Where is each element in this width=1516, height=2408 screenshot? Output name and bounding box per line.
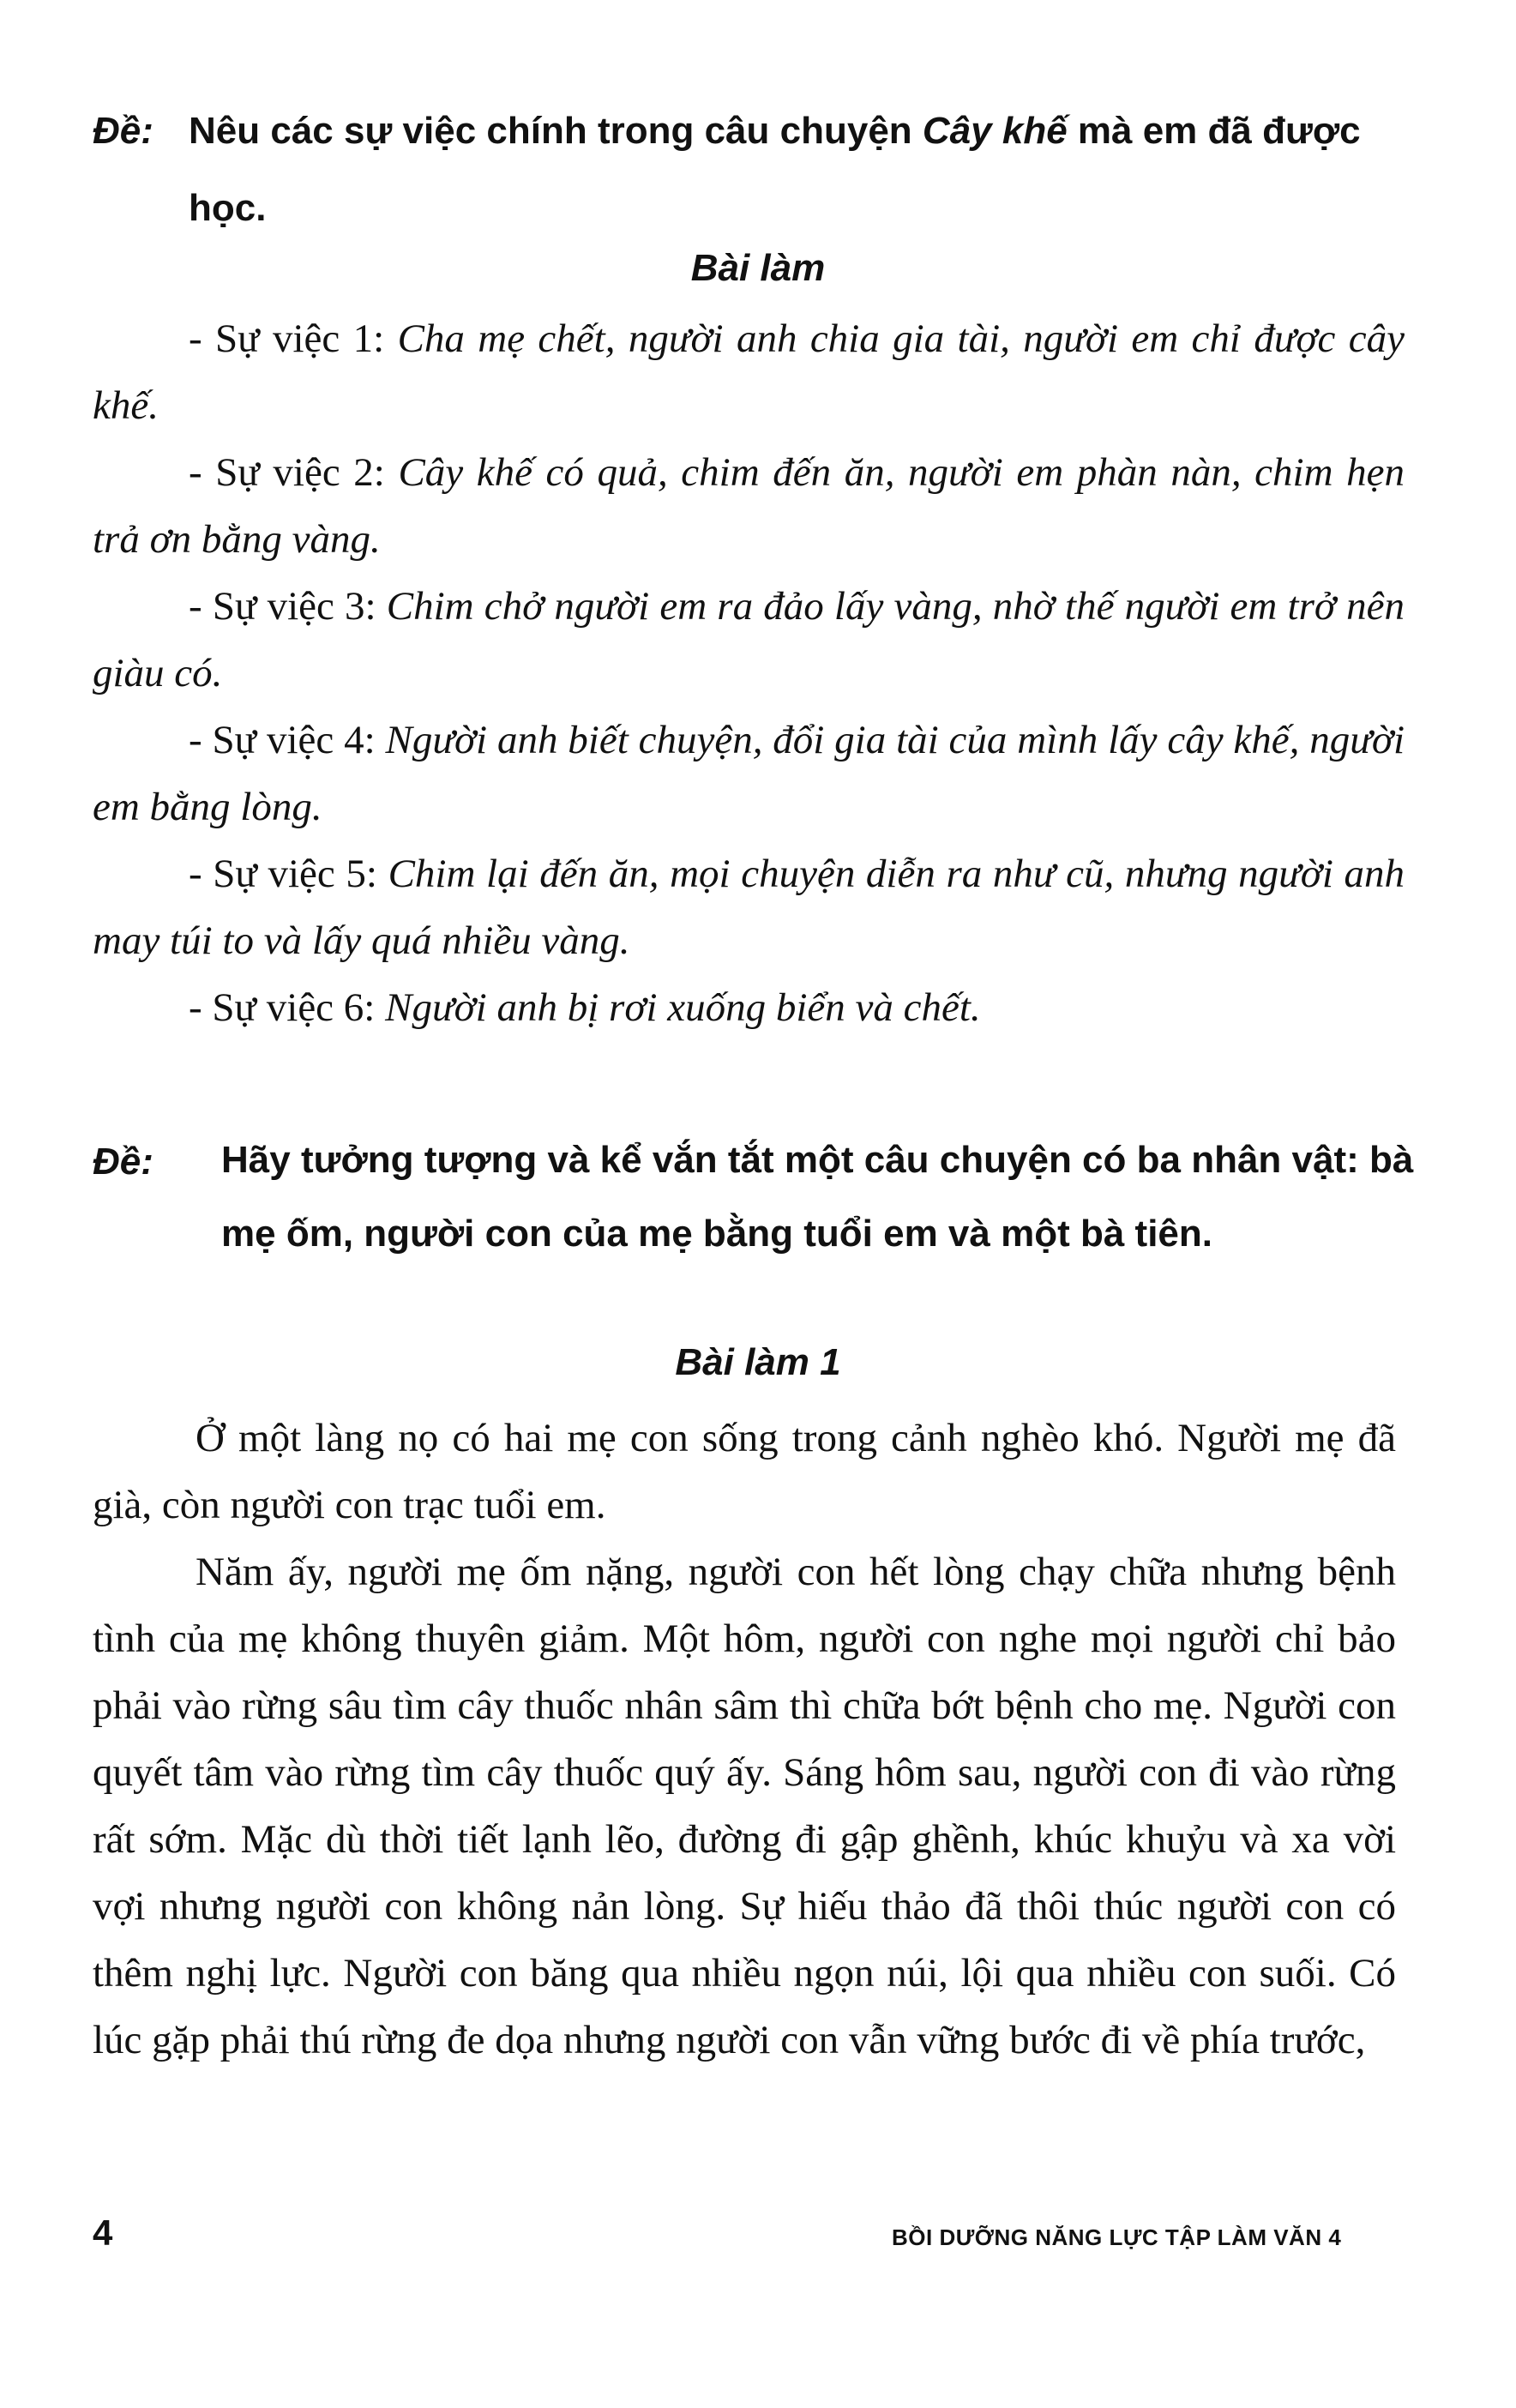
section1-prompt (93, 93, 1430, 264)
event-prefix: - Sự việc 6: (189, 985, 386, 1030)
event-text: Cha mẹ chết, người anh chia gia tài, người em chỉ được cây khế. (93, 316, 1405, 428)
story-paragraph-1: Ở một làng nọ có hai mẹ con sống trong cảnh nghèo khó. Người mẹ đã già, còn người con trạc tuổi em. (93, 1416, 1396, 1527)
event-prefix: - Sự việc 3: (189, 584, 387, 629)
section1-story-title: Cây khế (922, 110, 1068, 152)
event-6 (93, 974, 1405, 1041)
event-text: Chim lại đến ăn, mọi chuyện diễn ra như cũ, nhưng người anh may túi to và lấy quá nhiều vàng. (93, 852, 1405, 963)
event-text: Chim chở người em ra đảo lấy vàng, nhờ thế người em trở nên giàu có. (93, 584, 1405, 695)
event-prefix: - Sự việc 4: (189, 718, 386, 762)
page-number: 4 (93, 2212, 113, 2253)
event-prefix: - Sự việc 5: (189, 852, 388, 896)
event-text: Người anh biết chuyện, đổi gia tài của mình lấy cây khế, người em bằng lòng. (93, 718, 1405, 829)
event-text: Người anh bị rơi xuống biển và chết. (385, 985, 981, 1030)
event-prefix: - Sự việc 2: (189, 450, 399, 495)
section1-heading: Bài làm (690, 247, 826, 289)
section1-events (93, 305, 1405, 1041)
section1-label: Đề: (93, 110, 153, 152)
event-prefix: - Sự việc 1: (189, 316, 398, 361)
section2-prompt-text: Hãy tưởng tượng và kể vắn tắt một câu chuyện có ba nhân vật: bà mẹ ốm, người con của mẹ bằng tuổi em và một bà tiên. (221, 1139, 1414, 1255)
event-1 (93, 305, 1405, 439)
event-text: Cây khế có quả, chim đến ăn, người em phàn nàn, chim hẹn trả ơn bằng vàng. (93, 450, 1405, 562)
section2-story (93, 1405, 1396, 2074)
event-5 (93, 840, 1405, 974)
section1-prompt-before: Nêu các sự việc chính trong câu chuyện (189, 110, 923, 152)
section1-prompt-text (189, 93, 1434, 247)
event-2 (93, 439, 1405, 573)
section2-prompt (93, 1123, 1430, 1364)
section2-heading: Bài làm 1 (675, 1341, 841, 1383)
story-paragraph-2: Năm ấy, người mẹ ốm nặng, người con hết lòng chạy chữa nhưng bệnh tình của mẹ không thuyên giảm. Một hôm, người con nghe mọi người chỉ bảo phải vào rừng sâu tìm cây thuốc nhân sâm thì chữa bớt bệnh cho mẹ. Người con quyết tâm vào rừng tìm cây thuốc quý ấy. Sáng hôm sau, người con đi vào rừng rất sớm. Mặc dù thời tiết lạnh lẽo, đường đi gập ghềnh, khúc khuỷu và xa vời vợi nhưng người con không nản lòng. Sự hiếu thảo đã thôi thúc người con có thêm nghị lực. Người con băng qua nhiều ngọn núi, lội qua nhiều con suối. Có lúc gặp phải thú rừng đe dọa nhưng người con vẫn vững bước đi về phía trước, (93, 1550, 1396, 2062)
book-title: BỒI DƯỠNG NĂNG LỰC TẬP LÀM VĂN 4 (892, 2224, 1342, 2250)
section2-label: Đề: (93, 1141, 153, 1183)
section1-prompt-after: mà em đã được học. (189, 110, 1361, 229)
event-4 (93, 707, 1405, 840)
event-3 (93, 573, 1405, 707)
